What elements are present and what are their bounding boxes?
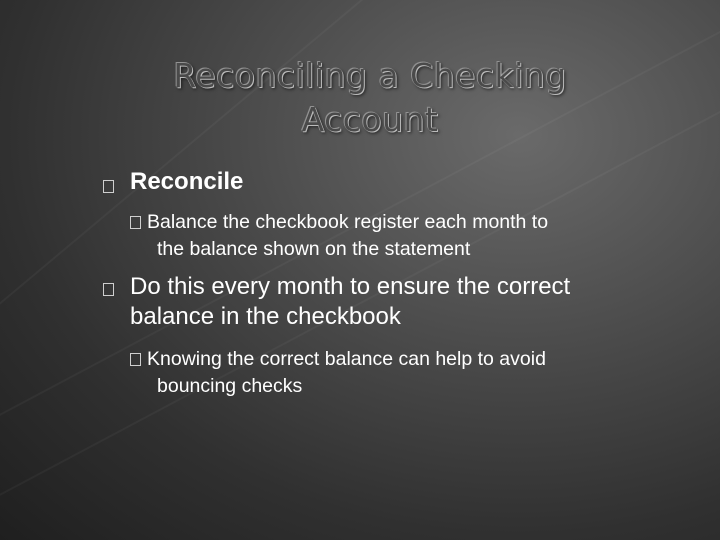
sub-bullet-2-line2: bouncing checks bbox=[157, 375, 303, 397]
sub-bullet-1-line2: the balance shown on the statement bbox=[157, 238, 471, 260]
sub-bullet-2 bbox=[130, 346, 660, 400]
bullet-box-icon bbox=[103, 180, 114, 193]
sub-bullet-2-line1: Knowing the correct balance can help to avoid bbox=[147, 348, 546, 370]
bullet-1: Reconcile bbox=[130, 168, 244, 195]
slide-title bbox=[150, 54, 590, 142]
bullet-2-line2: balance in the checkbook bbox=[130, 303, 401, 330]
bullet-2 bbox=[130, 272, 670, 332]
sub-bullet-box-icon bbox=[130, 216, 141, 229]
slide-title-line1: Reconciling a Checking bbox=[173, 56, 567, 95]
bullet-2-line1: Do this every month to ensure the correct bbox=[130, 273, 571, 300]
slide-title-line2: Account bbox=[301, 100, 439, 139]
bullet-box-icon bbox=[103, 283, 114, 296]
sub-bullet-1-line1: Balance the checkbook register each month to bbox=[147, 211, 549, 233]
sub-bullet-box-icon bbox=[130, 353, 141, 366]
sub-bullet-1 bbox=[130, 209, 675, 263]
